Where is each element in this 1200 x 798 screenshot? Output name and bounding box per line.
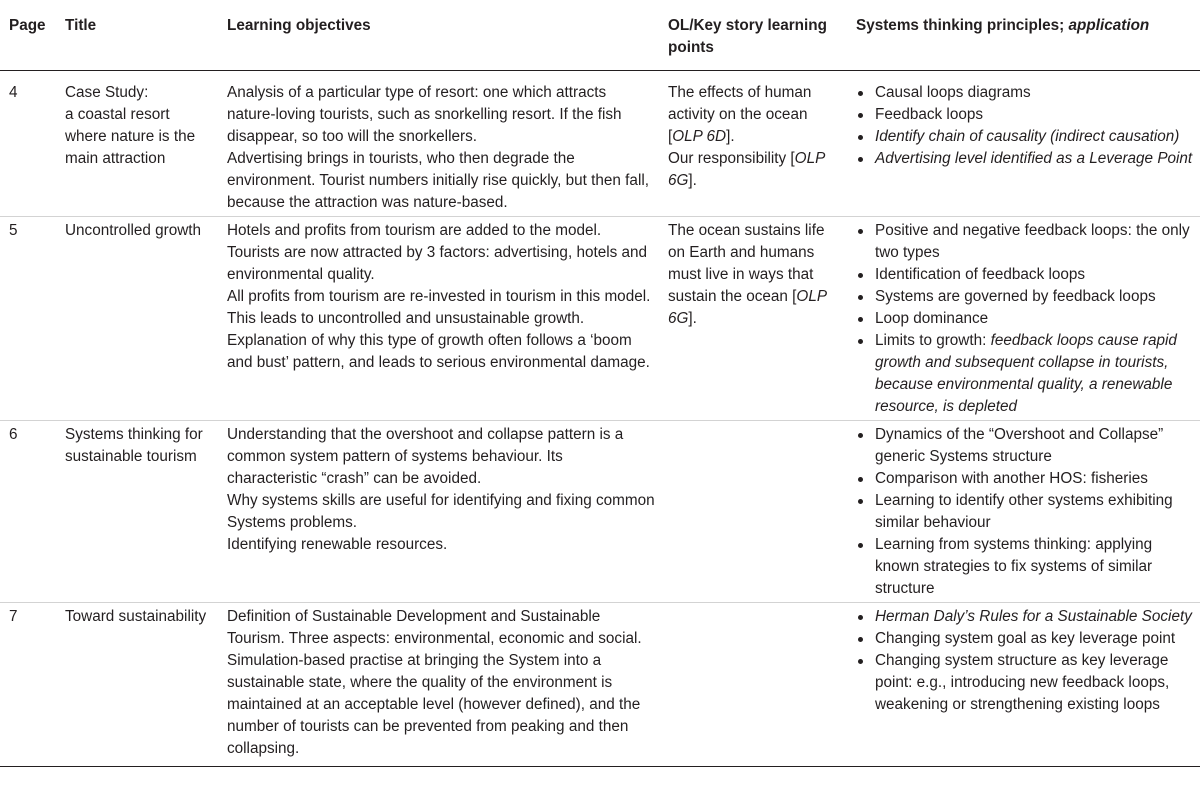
bullet-icon — [858, 135, 863, 140]
cell-page: 4 — [0, 71, 58, 217]
cell-objectives — [220, 421, 661, 603]
bullet-icon — [858, 317, 863, 322]
item-italic: feedback loops cause rapid growth and subsequent collapse in tourists, because environmental quality, a renewable resource, is depleted — [875, 332, 1177, 415]
item-plain: Learning to identify other systems exhibiting similar behaviour — [875, 492, 1173, 531]
objective-paragraph: Explanation of why this type of growth often follows a ‘boom and bust’ pattern, and leads to serious environmental damage. — [227, 332, 650, 371]
header-ol: OL/Key story learning points — [661, 0, 849, 71]
bullet-icon — [858, 659, 863, 664]
ol-end: ]. — [688, 310, 697, 327]
list-item — [856, 650, 1194, 716]
cell-systems — [849, 217, 1200, 421]
header-objectives: Learning objectives — [220, 0, 661, 71]
bullet-icon — [858, 113, 863, 118]
bullet-icon — [858, 339, 863, 344]
list-item — [856, 286, 1194, 308]
header-page: Page — [0, 0, 58, 71]
cell-objectives — [220, 217, 661, 421]
item-plain: Causal loops diagrams — [875, 84, 1031, 101]
table-row — [0, 603, 1200, 767]
ol-paragraph — [668, 220, 843, 330]
ol-paragraph — [668, 148, 843, 192]
item-plain: Loop dominance — [875, 310, 989, 327]
list-item — [856, 308, 1194, 330]
list-item — [856, 126, 1194, 148]
cell-systems — [849, 71, 1200, 217]
title-line: Case Study: — [65, 84, 149, 101]
item-plain: Learning from systems thinking: applying known strategies to fix systems of similar structure — [875, 536, 1153, 597]
list-item — [856, 148, 1194, 170]
item-plain: Changing system goal as key leverage point — [875, 630, 1176, 647]
bullet-icon — [858, 91, 863, 96]
table-header — [0, 0, 1200, 71]
bullet-icon — [858, 295, 863, 300]
list-item — [856, 104, 1194, 126]
bullet-icon — [858, 637, 863, 642]
bullet-icon — [858, 433, 863, 438]
cell-page: 7 — [0, 603, 58, 767]
list-item — [856, 490, 1194, 534]
cell-ol — [661, 217, 849, 421]
cell-page: 5 — [0, 217, 58, 421]
list-item — [856, 424, 1194, 468]
ol-paragraph — [668, 82, 843, 148]
cell-objectives — [220, 71, 661, 217]
cell-objectives — [220, 603, 661, 767]
list-item — [856, 82, 1194, 104]
objective-paragraph: This leads to uncontrolled and unsustainable growth. — [227, 310, 585, 327]
item-plain: Positive and negative feedback loops: the only two types — [875, 222, 1190, 261]
ol-text: Our responsibility [ — [668, 150, 795, 167]
item-italic: Herman Daly’s Rules for a Sustainable Society — [875, 608, 1192, 625]
header-systems-main: Systems thinking principles; — [856, 17, 1069, 34]
bullet-icon — [858, 477, 863, 482]
cell-ol — [661, 421, 849, 603]
list-item — [856, 468, 1194, 490]
item-plain: Changing system structure as key leverage point: e.g., introducing new feedback loops, weakening or strengthening existing loops — [875, 652, 1170, 713]
header-row — [0, 0, 1200, 71]
table-row — [0, 217, 1200, 421]
cell-title — [58, 217, 220, 421]
objective-paragraph: Definition of Sustainable Development and Sustainable Tourism. Three aspects: environmental, economic and social. — [227, 608, 642, 647]
objective-paragraph: Identifying renewable resources. — [227, 536, 448, 553]
objective-paragraph: Tourists are now attracted by 3 factors: advertising, hotels and environmental quality. — [227, 244, 648, 283]
objective-paragraph: Advertising brings in tourists, who then degrade the environment. Tourist numbers initially rise quickly, but then fall, because the attraction was nature-based. — [227, 150, 649, 211]
systems-list — [856, 220, 1194, 418]
table-row — [0, 421, 1200, 603]
ol-ref: OLP 6D — [672, 128, 727, 145]
table-body — [0, 71, 1200, 767]
objective-paragraph: Understanding that the overshoot and collapse pattern is a common system pattern of systems behaviour. Its characteristic “crash” can be avoided. — [227, 426, 624, 487]
list-item — [856, 264, 1194, 286]
list-item — [856, 220, 1194, 264]
cell-systems — [849, 421, 1200, 603]
title-line: Uncontrolled growth — [65, 222, 202, 239]
header-title: Title — [58, 0, 220, 71]
objective-paragraph: All profits from tourism are re-invested in tourism in this model. — [227, 288, 651, 305]
bullet-icon — [858, 273, 863, 278]
ol-text: The ocean sustains life on Earth and humans must live in ways that sustain the ocean [ — [668, 222, 825, 305]
list-item — [856, 534, 1194, 600]
header-systems — [849, 0, 1200, 71]
ol-ref: OLP 6G — [668, 288, 827, 327]
list-item — [856, 330, 1194, 418]
list-item — [856, 628, 1194, 650]
item-plain: Limits to growth: — [875, 332, 991, 349]
bullet-icon — [858, 615, 863, 620]
bullet-icon — [858, 229, 863, 234]
item-plain: Comparison with another HOS: fisheries — [875, 470, 1148, 487]
systems-list — [856, 606, 1194, 716]
bullet-icon — [858, 543, 863, 548]
objective-paragraph: Simulation-based practise at bringing the System into a sustainable state, where the quality of the environment is maintained at an acceptable level (however defined), and the number of tourists can be prevented from peaking and then collapsing. — [227, 652, 641, 757]
objective-paragraph: Analysis of a particular type of resort: one which attracts nature-loving tourists, such as snorkelling resort. If the fish disappear, so too will the snorkellers. — [227, 84, 622, 145]
item-plain: Systems are governed by feedback loops — [875, 288, 1156, 305]
item-plain: Dynamics of the “Overshoot and Collapse” generic Systems structure — [875, 426, 1164, 465]
cell-ol — [661, 603, 849, 767]
systems-list — [856, 424, 1194, 600]
ol-ref: OLP 6G — [668, 150, 825, 189]
cell-title — [58, 421, 220, 603]
item-plain: Identification of feedback loops — [875, 266, 1086, 283]
title-line: a coastal resort where nature is the main attraction — [65, 106, 196, 167]
title-line: Systems thinking for sustainable tourism — [65, 426, 203, 465]
cell-page: 6 — [0, 421, 58, 603]
ol-end: ]. — [688, 172, 697, 189]
bullet-icon — [858, 499, 863, 504]
bullet-icon — [858, 157, 863, 162]
item-plain: Feedback loops — [875, 106, 983, 123]
table-row — [0, 71, 1200, 217]
item-italic: Advertising level identified as a Leverage Point — [875, 150, 1193, 167]
header-systems-italic: application — [1068, 17, 1150, 34]
objective-paragraph: Why systems skills are useful for identifying and fixing common Systems problems. — [227, 492, 655, 531]
ol-end: ]. — [726, 128, 735, 145]
systems-list — [856, 82, 1194, 170]
objective-paragraph: Hotels and profits from tourism are added to the model. — [227, 222, 602, 239]
list-item — [856, 606, 1194, 628]
cell-title — [58, 71, 220, 217]
item-italic: Identify chain of causality (indirect causation) — [875, 128, 1180, 145]
cell-title — [58, 603, 220, 767]
title-line: Toward sustainability — [65, 608, 207, 625]
ol-text: The effects of human activity on the ocean [ — [668, 84, 812, 145]
cell-systems — [849, 603, 1200, 767]
cell-ol — [661, 71, 849, 217]
